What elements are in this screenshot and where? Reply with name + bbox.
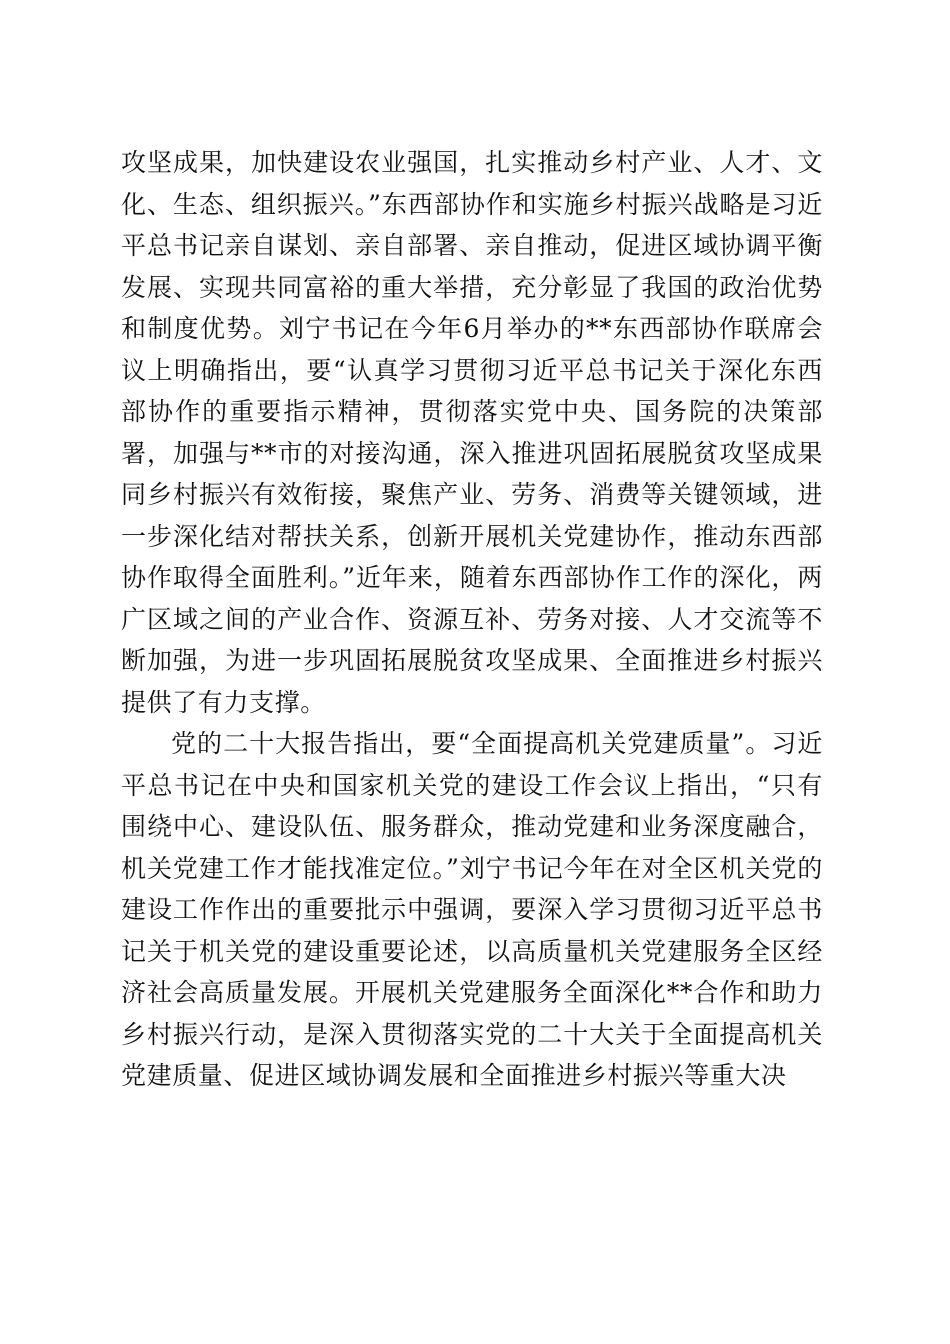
paragraph-1: 攻坚成果，加快建设农业强国，扎实推动乡村产业、人才、文化、生态、组织振兴。”东西部协作和实施乡村振兴战略是习近平总书记亲自谋划、亲自部署、亲自推动，促进区域协调平衡发展、实现共同富裕的重大举措，充分彰显了我国的政治优势和制度优势。刘宁书记在今年6月举办的**东西部协作联席会议上明确指出，要“认真学习贯彻习近平总书记关于深化东西部协作的重要指示精神，贯彻落实党中央、国务院的决策部署，加强与**市的对接沟通，深入推进巩固拓展脱贫攻坚成果同乡村振兴有效衔接，聚焦产业、劳务、消费等关键领域，进一步深化结对帮扶关系，创新开展机关党建协作，推动东西部协作取得全面胜利。”近年来，随着东西部协作工作的深化，两广区域之间的产业合作、资源互补、劳务对接、人才交流等不断加强，为进一步巩固拓展脱贫攻坚成果、全面推进乡村振兴提供了有力支撑。 bbox=[121, 148, 823, 717]
paragraph-2: 党的二十大报告指出，要“全面提高机关党建质量”。习近平总书记在中央和国家机关党的建设工作会议上指出，“只有围绕中心、建设队伍、服务群众，推动党建和业务深度融合，机关党建工作才能找准定位。”刘宁书记今年在对全区机关党的建设工作作出的重要批示中强调，要深入学习贯彻习近平总书记关于机关党的建设重要论述，以高质量机关党建服务全区经济社会高质量发展。开展机关党建服务全面深化**合作和助力乡村振兴行动，是深入贯彻落实党的二十大关于全面提高机关党建质量、促进区域协调发展和全面推进乡村振兴等重大决 bbox=[121, 729, 823, 1090]
document-body bbox=[121, 142, 823, 1097]
